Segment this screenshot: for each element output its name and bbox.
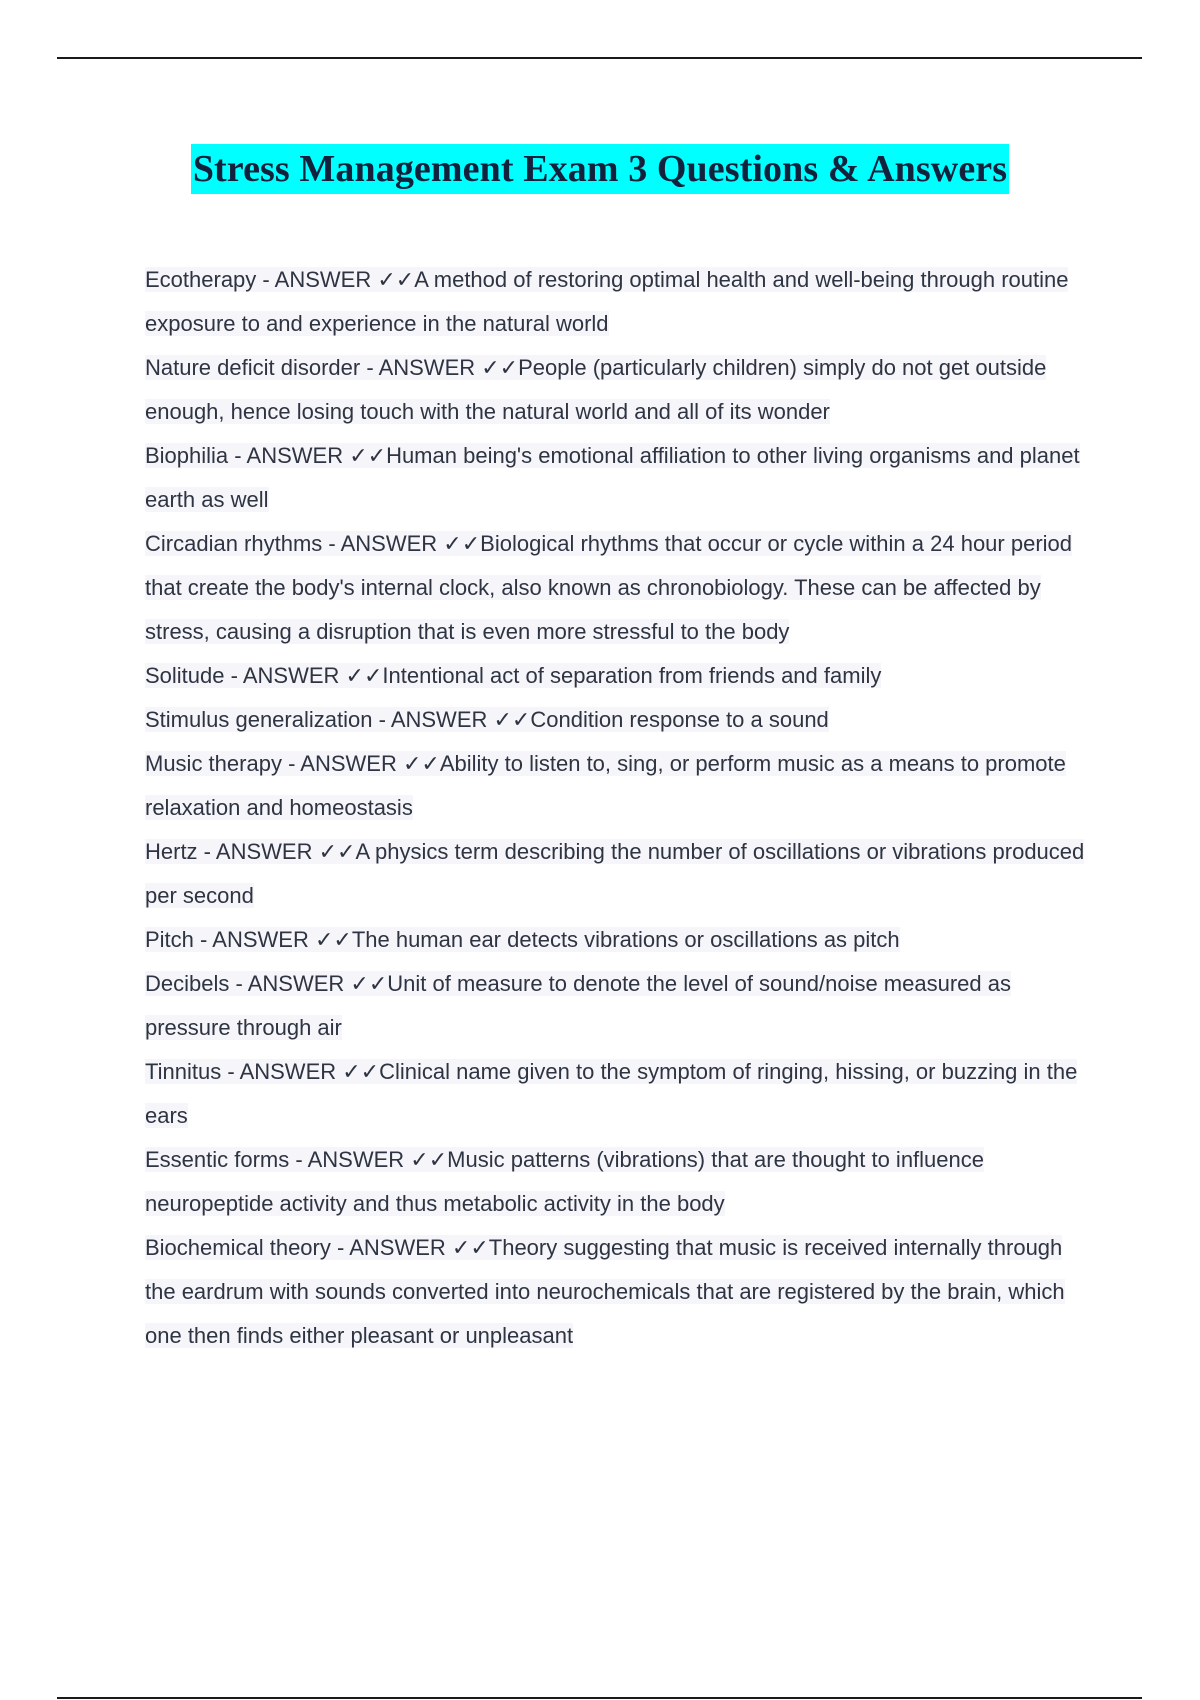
qa-item: Circadian rhythms - ANSWER ✓✓Biological rhythms that occur or cycle within a 24 hour period that create the body's internal clock, also known as chronobiology. These can be affected by stress, causing a disruption that is even more stressful to the body <box>145 531 1073 644</box>
qa-item: Hertz - ANSWER ✓✓A physics term describing the number of oscillations or vibrations produced per second <box>145 839 1085 908</box>
answer-marker: ANSWER ✓✓ <box>300 751 440 776</box>
qa-term: Hertz <box>145 839 198 864</box>
qa-term: Stimulus generalization <box>145 707 373 732</box>
qa-term: Decibels <box>145 971 230 996</box>
page-title: Stress Management Exam 3 Questions & Answers <box>191 144 1009 194</box>
answer-marker: ANSWER ✓✓ <box>274 267 415 292</box>
qa-item: Decibels - ANSWER ✓✓Unit of measure to denote the level of sound/noise measured as pressure through air <box>145 971 1011 1040</box>
answer-marker: ANSWER ✓✓ <box>242 663 383 688</box>
answer-marker: ANSWER ✓✓ <box>239 1059 380 1084</box>
qa-item: Tinnitus - ANSWER ✓✓Clinical name given to the symptom of ringing, hissing, or buzzing in the ears <box>145 1059 1078 1128</box>
qa-term: Solitude <box>145 663 225 688</box>
qa-answer: People (particularly children) simply do not get outside enough, hence losing touch with the natural world and all of its wonder <box>145 355 1047 424</box>
answer-marker: ANSWER ✓✓ <box>246 443 387 468</box>
qa-item: Nature deficit disorder - ANSWER ✓✓People (particularly children) simply do not get outside enough, hence losing touch with the natural world and all of its wonder <box>145 355 1047 424</box>
qa-term: Ecotherapy <box>145 267 257 292</box>
qa-item: Pitch - ANSWER ✓✓The human ear detects vibrations or oscillations as pitch <box>145 927 900 952</box>
qa-list <box>145 258 1095 1358</box>
answer-marker: ANSWER ✓✓ <box>349 1235 489 1260</box>
qa-answer: Ability to listen to, sing, or perform music as a means to promote relaxation and homeostasis <box>145 751 1066 820</box>
qa-item: Stimulus generalization - ANSWER ✓✓Condition response to a sound <box>145 707 829 732</box>
qa-item: Ecotherapy - ANSWER ✓✓A method of restoring optimal health and well-being through routine exposure to and experience in the natural world <box>145 267 1069 336</box>
qa-term: Nature deficit disorder <box>145 355 361 380</box>
qa-answer: A method of restoring optimal health and well-being through routine exposure to and experience in the natural world <box>145 267 1069 336</box>
qa-term: Pitch <box>145 927 194 952</box>
qa-answer: The human ear detects vibrations or oscillations as pitch <box>351 927 900 952</box>
qa-answer: Intentional act of separation from friends and family <box>382 663 882 688</box>
answer-marker: ANSWER ✓✓ <box>247 971 388 996</box>
qa-answer: Clinical name given to the symptom of ringing, hissing, or buzzing in the ears <box>145 1059 1078 1128</box>
qa-answer: Biological rhythms that occur or cycle within a 24 hour period that create the body's internal clock, also known as chronobiology. These can be affected by stress, causing a disruption that is even more stressful to the body <box>145 531 1073 644</box>
answer-marker: ANSWER ✓✓ <box>390 707 531 732</box>
answer-marker: ANSWER ✓✓ <box>378 355 519 380</box>
qa-term: Music therapy <box>145 751 282 776</box>
qa-term: Essentic forms <box>145 1147 290 1172</box>
qa-item: Music therapy - ANSWER ✓✓Ability to listen to, sing, or perform music as a means to promote relaxation and homeostasis <box>145 751 1066 820</box>
answer-marker: ANSWER ✓✓ <box>212 927 352 952</box>
qa-item: Biophilia - ANSWER ✓✓Human being's emotional affiliation to other living organisms and planet earth as well <box>145 443 1080 512</box>
qa-item: Biochemical theory - ANSWER ✓✓Theory suggesting that music is received internally through the eardrum with sounds converted into neurochemicals that are registered by the brain, which one then finds either pleasant or unpleasant <box>145 1235 1065 1348</box>
answer-marker: ANSWER ✓✓ <box>307 1147 448 1172</box>
bottom-rule <box>57 1697 1142 1699</box>
top-rule <box>57 57 1142 59</box>
qa-term: Circadian rhythms <box>145 531 323 556</box>
qa-item: Solitude - ANSWER ✓✓Intentional act of separation from friends and family <box>145 663 882 688</box>
answer-marker: ANSWER ✓✓ <box>215 839 356 864</box>
qa-answer: Theory suggesting that music is received internally through the eardrum with sounds converted into neurochemicals that are registered by the brain, which one then finds either pleasant or unpleasant <box>145 1235 1065 1348</box>
title-container <box>0 144 1200 194</box>
qa-item: Essentic forms - ANSWER ✓✓Music patterns (vibrations) that are thought to influence neuropeptide activity and thus metabolic activity in the body <box>145 1147 984 1216</box>
qa-answer: Unit of measure to denote the level of sound/noise measured as pressure through air <box>145 971 1011 1040</box>
qa-term: Tinnitus <box>145 1059 222 1084</box>
qa-term: Biochemical theory <box>145 1235 331 1260</box>
qa-answer: Condition response to a sound <box>530 707 829 732</box>
qa-answer: Human being's emotional affiliation to other living organisms and planet earth as well <box>145 443 1080 512</box>
answer-marker: ANSWER ✓✓ <box>340 531 481 556</box>
qa-term: Biophilia <box>145 443 229 468</box>
qa-answer: Music patterns (vibrations) that are thought to influence neuropeptide activity and thus metabolic activity in the body <box>145 1147 984 1216</box>
qa-answer: A physics term describing the number of oscillations or vibrations produced per second <box>145 839 1085 908</box>
